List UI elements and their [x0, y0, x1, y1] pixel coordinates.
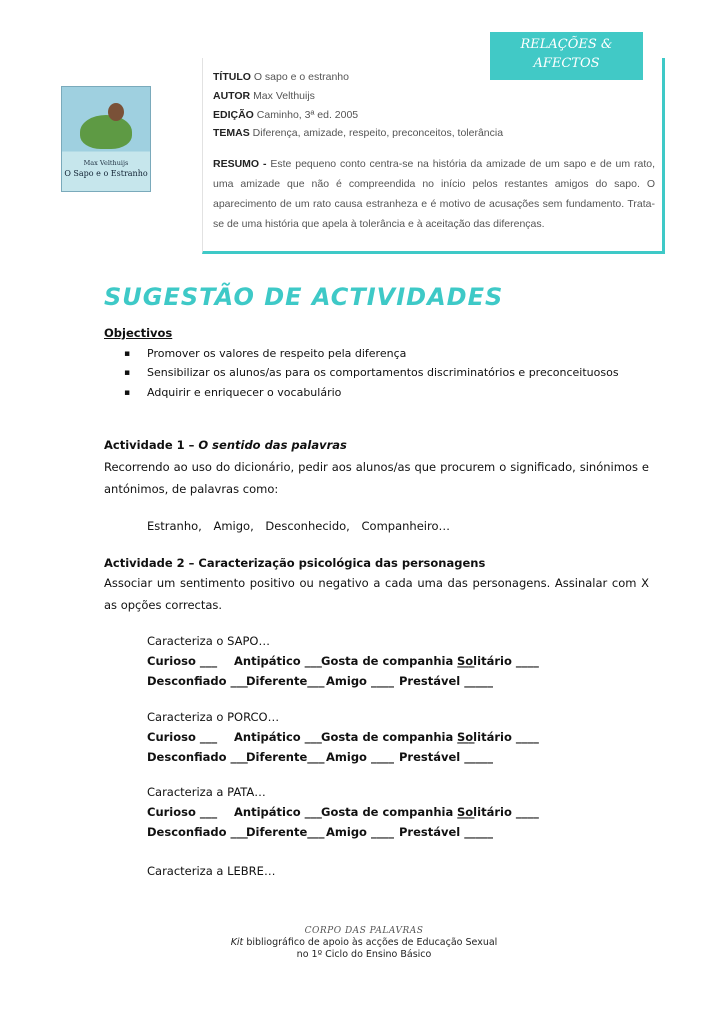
character-label: Caracteriza o SAPO…	[147, 634, 270, 648]
objective-item: Adquirir e enriquecer o vocabulário	[147, 386, 342, 399]
section-heading: SUGESTÃO DE ACTIVIDADES	[104, 283, 504, 311]
option: Diferente___	[246, 750, 325, 764]
theme-line-2: AFECTOS	[533, 56, 600, 71]
option: Antipático ___	[234, 654, 322, 668]
options-row	[147, 805, 539, 819]
activity2-title: Actividade 2 – Caracterização psicológica das personagens	[104, 556, 486, 570]
options-row	[147, 750, 539, 764]
option: Desconfiado ___	[147, 674, 248, 688]
character-label: Caracteriza o PORCO…	[147, 710, 280, 724]
bullet-icon: ▪	[124, 368, 131, 378]
cover-author: Max Velthuijs	[83, 159, 129, 167]
bullet-icon: ▪	[124, 388, 131, 398]
character-label: Caracteriza a PATA…	[147, 785, 266, 799]
character-block-sapo	[147, 634, 539, 688]
bullet-icon: ▪	[124, 349, 131, 359]
options-row	[147, 674, 539, 688]
option: Solitário ____	[457, 654, 539, 668]
option: Amigo ____	[326, 674, 394, 688]
option: Curioso ___	[147, 730, 218, 744]
footer-line-2: no 1º Ciclo do Ensino Básico	[296, 949, 432, 960]
option: Amigo ____	[326, 750, 394, 764]
cover-title: O Sapo e o Estranho	[64, 169, 148, 178]
activity1-text: Recorrendo ao uso do dicionário, pedir aos alunos/as que procurem o significado, sinónimos e antónimos, de palavras como:	[104, 460, 649, 496]
word-item: Amigo,	[213, 519, 254, 533]
option: Antipático ___	[234, 805, 322, 819]
option: Prestável _____	[399, 825, 493, 839]
footer-brand	[200, 925, 528, 936]
option: Gosta de companhia ___	[321, 805, 475, 819]
option: Antipático ___	[234, 730, 322, 744]
info-themes: TEMAS Diferença, amizade, respeito, preconceitos, tolerância	[213, 127, 504, 139]
footer-line-1: Kit bibliográfico de apoio às acções de Educação Sexual	[230, 937, 498, 948]
option: Desconfiado ___	[147, 750, 248, 764]
option: Gosta de companhia ___	[321, 730, 475, 744]
option: Curioso ___	[147, 805, 218, 819]
options-row	[147, 825, 539, 839]
option: Gosta de companhia ___	[321, 654, 475, 668]
option: Prestável _____	[399, 674, 493, 688]
word-item: Desconhecido,	[265, 519, 350, 533]
objective-item: Promover os valores de respeito pela diferença	[147, 347, 407, 360]
option: Prestável _____	[399, 750, 493, 764]
word-item: Estranho,	[147, 519, 202, 533]
option: Amigo ____	[326, 825, 394, 839]
activity2-text: Associar um sentimento positivo ou negativo a cada uma das personagens. Assinalar com X as opções correctas.	[104, 576, 649, 612]
option: Solitário ____	[457, 730, 539, 744]
option: Diferente___	[246, 674, 325, 688]
info-summary: RESUMO - Este pequeno conto centra-se na história da amizade de um sapo e de um rato, uma amizade que não é compreendida no início pelos restantes amigos do sapo. O aparecimento de um rato causa estranheza e é motivo de acusações sem fundamento. Trata-se de uma história que apela à tolerância e à aceitação das diferenças.	[213, 158, 656, 230]
character-label: Caracteriza a LEBRE…	[147, 864, 276, 878]
info-title: TÍTULO O sapo e o estranho	[213, 71, 349, 83]
objectives-title: Objectivos	[104, 326, 173, 340]
options-row	[147, 730, 539, 744]
character-block-lebre	[147, 864, 275, 878]
theme-line-1: RELAÇÕES &	[520, 37, 613, 52]
objective-item: Sensibilizar os alunos/as para os comportamentos discriminatórios e preconceituosos	[147, 366, 619, 379]
info-author: AUTOR Max Velthuijs	[213, 90, 315, 102]
frog-illustration-icon	[80, 115, 132, 149]
info-edition: EDIÇÃO Caminho, 3ª ed. 2005	[213, 109, 359, 121]
book-cover-image	[61, 86, 151, 192]
option: Solitário ____	[457, 805, 539, 819]
option: Desconfiado ___	[147, 825, 248, 839]
character-block-porco	[147, 710, 539, 764]
activity1-title: Actividade 1 – O sentido das palavras	[104, 438, 347, 452]
character-block-pata	[147, 785, 539, 839]
footer-brand-text: CORPO DAS PALAVRAS	[304, 926, 424, 936]
word-item: Companheiro…	[361, 519, 450, 533]
activity1-words	[147, 519, 458, 533]
option: Diferente___	[246, 825, 325, 839]
option: Curioso ___	[147, 654, 218, 668]
options-row	[147, 654, 539, 668]
